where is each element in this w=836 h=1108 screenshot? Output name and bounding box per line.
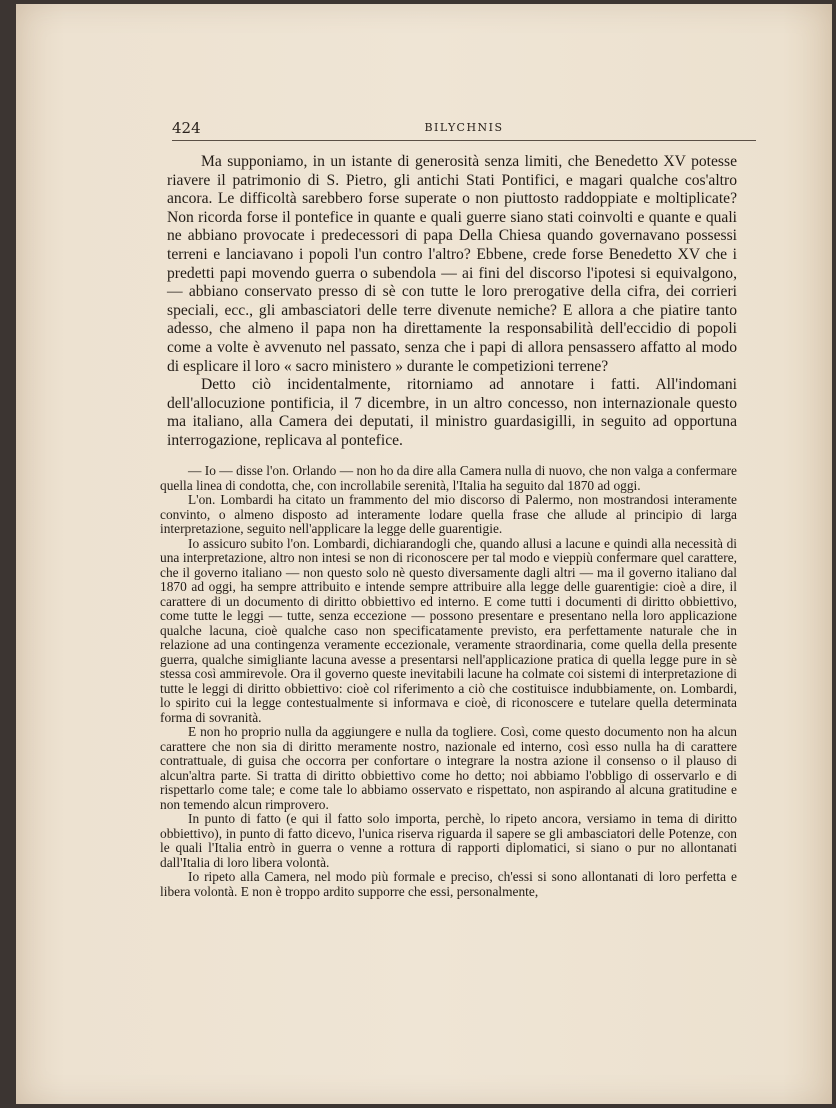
body-paragraph: Ma supponiamo, in un istante di generosità senza limiti, che Benedetto XV potesse riavere il patrimonio di S. Pietro, gli antichi Stati Pontifici, e magari qualche cos'altro ancora. Le difficoltà sarebbero forse superate o non piuttosto raddoppiate e moltiplicate? Non ricorda forse il pontefice in quante e quali guerre siano stati coinvolti e quante e quali ne abbiano provocate i predecessori di papa Della Chiesa quando governavano possessi terreni e lanciavano i popoli l'un contro l'altro? Ebbene, crede forse Benedetto XV che i predetti papi movendo guerra o subendola — ai fini del discorso l'ipotesi si equivalgono, — abbiano conservato presso di sè con tutte le loro prerogative della cifra, dei corrieri speciali, ecc., gli ambasciatori delle terre divenute nemiche? E allora a che piatire tanto adesso, che almeno il papa non ha direttamente la responsabilità dell'eccidio di popoli come a volte è avvenuto nel passato, senza che i papi di allora pensassero affatto al modo di esplicare il loro « sacro ministero » durante le competizioni terrene?: [167, 153, 737, 375]
quote-paragraph: Io assicuro subito l'on. Lombardi, dichiarandogli che, quando allusi a lacune e quindi alla necessità di una interpretazione, altro non intesi se non di riconoscere per tal modo e vieppiù confermare quel carattere, che il governo italiano — non questo solo nè questo diversamente dagli altri — ma il governo italiano dal 1870 ad oggi, ha sempre attribuito e intende sempre attribuire alla legge delle guarentigie: cioè a dire, il carattere di un documento di diritto obbiettivo ed interno. E come tutti i documenti di diritto obbiettivo, come tutte le leggi — tutte, senza eccezione — possono presentare e presentano nella loro applicazione qualche lacuna, cioè qualche caso non specificatamente previsto, era perfettamente naturale che in relazione ad una contingenza veramente eccezionale, veramente straordinaria, come quella della presente guerra, qualche simigliante lacuna avesse a presentarsi nell'applicazione pratica di quella legge pure in sè stessa così ammirevole. Ora il governo queste inevitabili lacune ha colmate coi sistemi di interpretazione di tutte le leggi di diritto obbiettivo: cioè col riferimento a ciò che costituisce indubbiamente, on. Lombardi, lo spirito cui la legge contestualmente si informava e cioè, di riconoscere e tutelare quella determinata forma di sovranità.: [160, 535, 737, 725]
quote-paragraph: — Io — disse l'on. Orlando — non ho da dire alla Camera nulla di nuovo, che non valga a confermare quella linea di condotta, che, con incrollabile serenità, l'Italia ha seguito dal 1870 ad oggi.: [160, 463, 737, 493]
body-text: [167, 153, 737, 451]
body-paragraph: Detto ciò incidentalmente, ritorniamo ad annotare i fatti. All'indomani dell'allocuzione pontificia, il 7 dicembre, in un altro concesso, non internazionale questo ma italiano, alla Camera dei deputati, il ministro guardasigilli, in seguito ad opportuna interrogazione, replicava al pontefice.: [167, 376, 737, 449]
quote-paragraph: In punto di fatto (e qui il fatto solo importa, perchè, lo ripeto ancora, versiamo in tema di diritto obbiettivo), in punto di fatto dicevo, l'unica riserva riguarda il sapere se gli ambasciatori delle Potenze, con le quali l'Italia entrò in guerra o venne a rottura di rapporti diplomatici, si siano o pur no allontanati dall'Italia di loro libera volontà.: [160, 811, 737, 870]
quote-paragraph: L'on. Lombardi ha citato un frammento del mio discorso di Palermo, non mostrandosi interamente convinto, o almeno disposto ad interamente lodare quella frase che allude al principio di larga interpretazione, seguito nell'applicare la legge delle guarentigie.: [160, 492, 737, 536]
quoted-speech: [160, 464, 737, 899]
page-number: 424: [172, 119, 201, 137]
quote-paragraph: Io ripeto alla Camera, nel modo più formale e preciso, ch'essi si sono allontanati di loro perfetta e libera volontà. E non è troppo ardito supporre che essi, personalmente,: [160, 869, 737, 899]
quote-paragraph: E non ho proprio nulla da aggiungere e nulla da togliere. Così, come questo documento non ha alcun carattere che non sia di diritto meramente nostro, nazionale ed interno, così esso nulla ha di carattere contrattuale, di guisa che occorra per confortare o integrare la nostra azione il consenso o il plauso di alcun'altra parte. Si tratta di diritto obbiettivo come ho detto; noi abbiamo l'obbligo di osservarlo e di rispettarlo come tale; e come tale lo abbiamo osservato e rispettato, non aspirando al alcuna gratitudine e non temendo alcun rimprovero.: [160, 724, 737, 812]
page-header: [172, 118, 756, 141]
running-head: BILYCHNIS: [424, 121, 504, 134]
